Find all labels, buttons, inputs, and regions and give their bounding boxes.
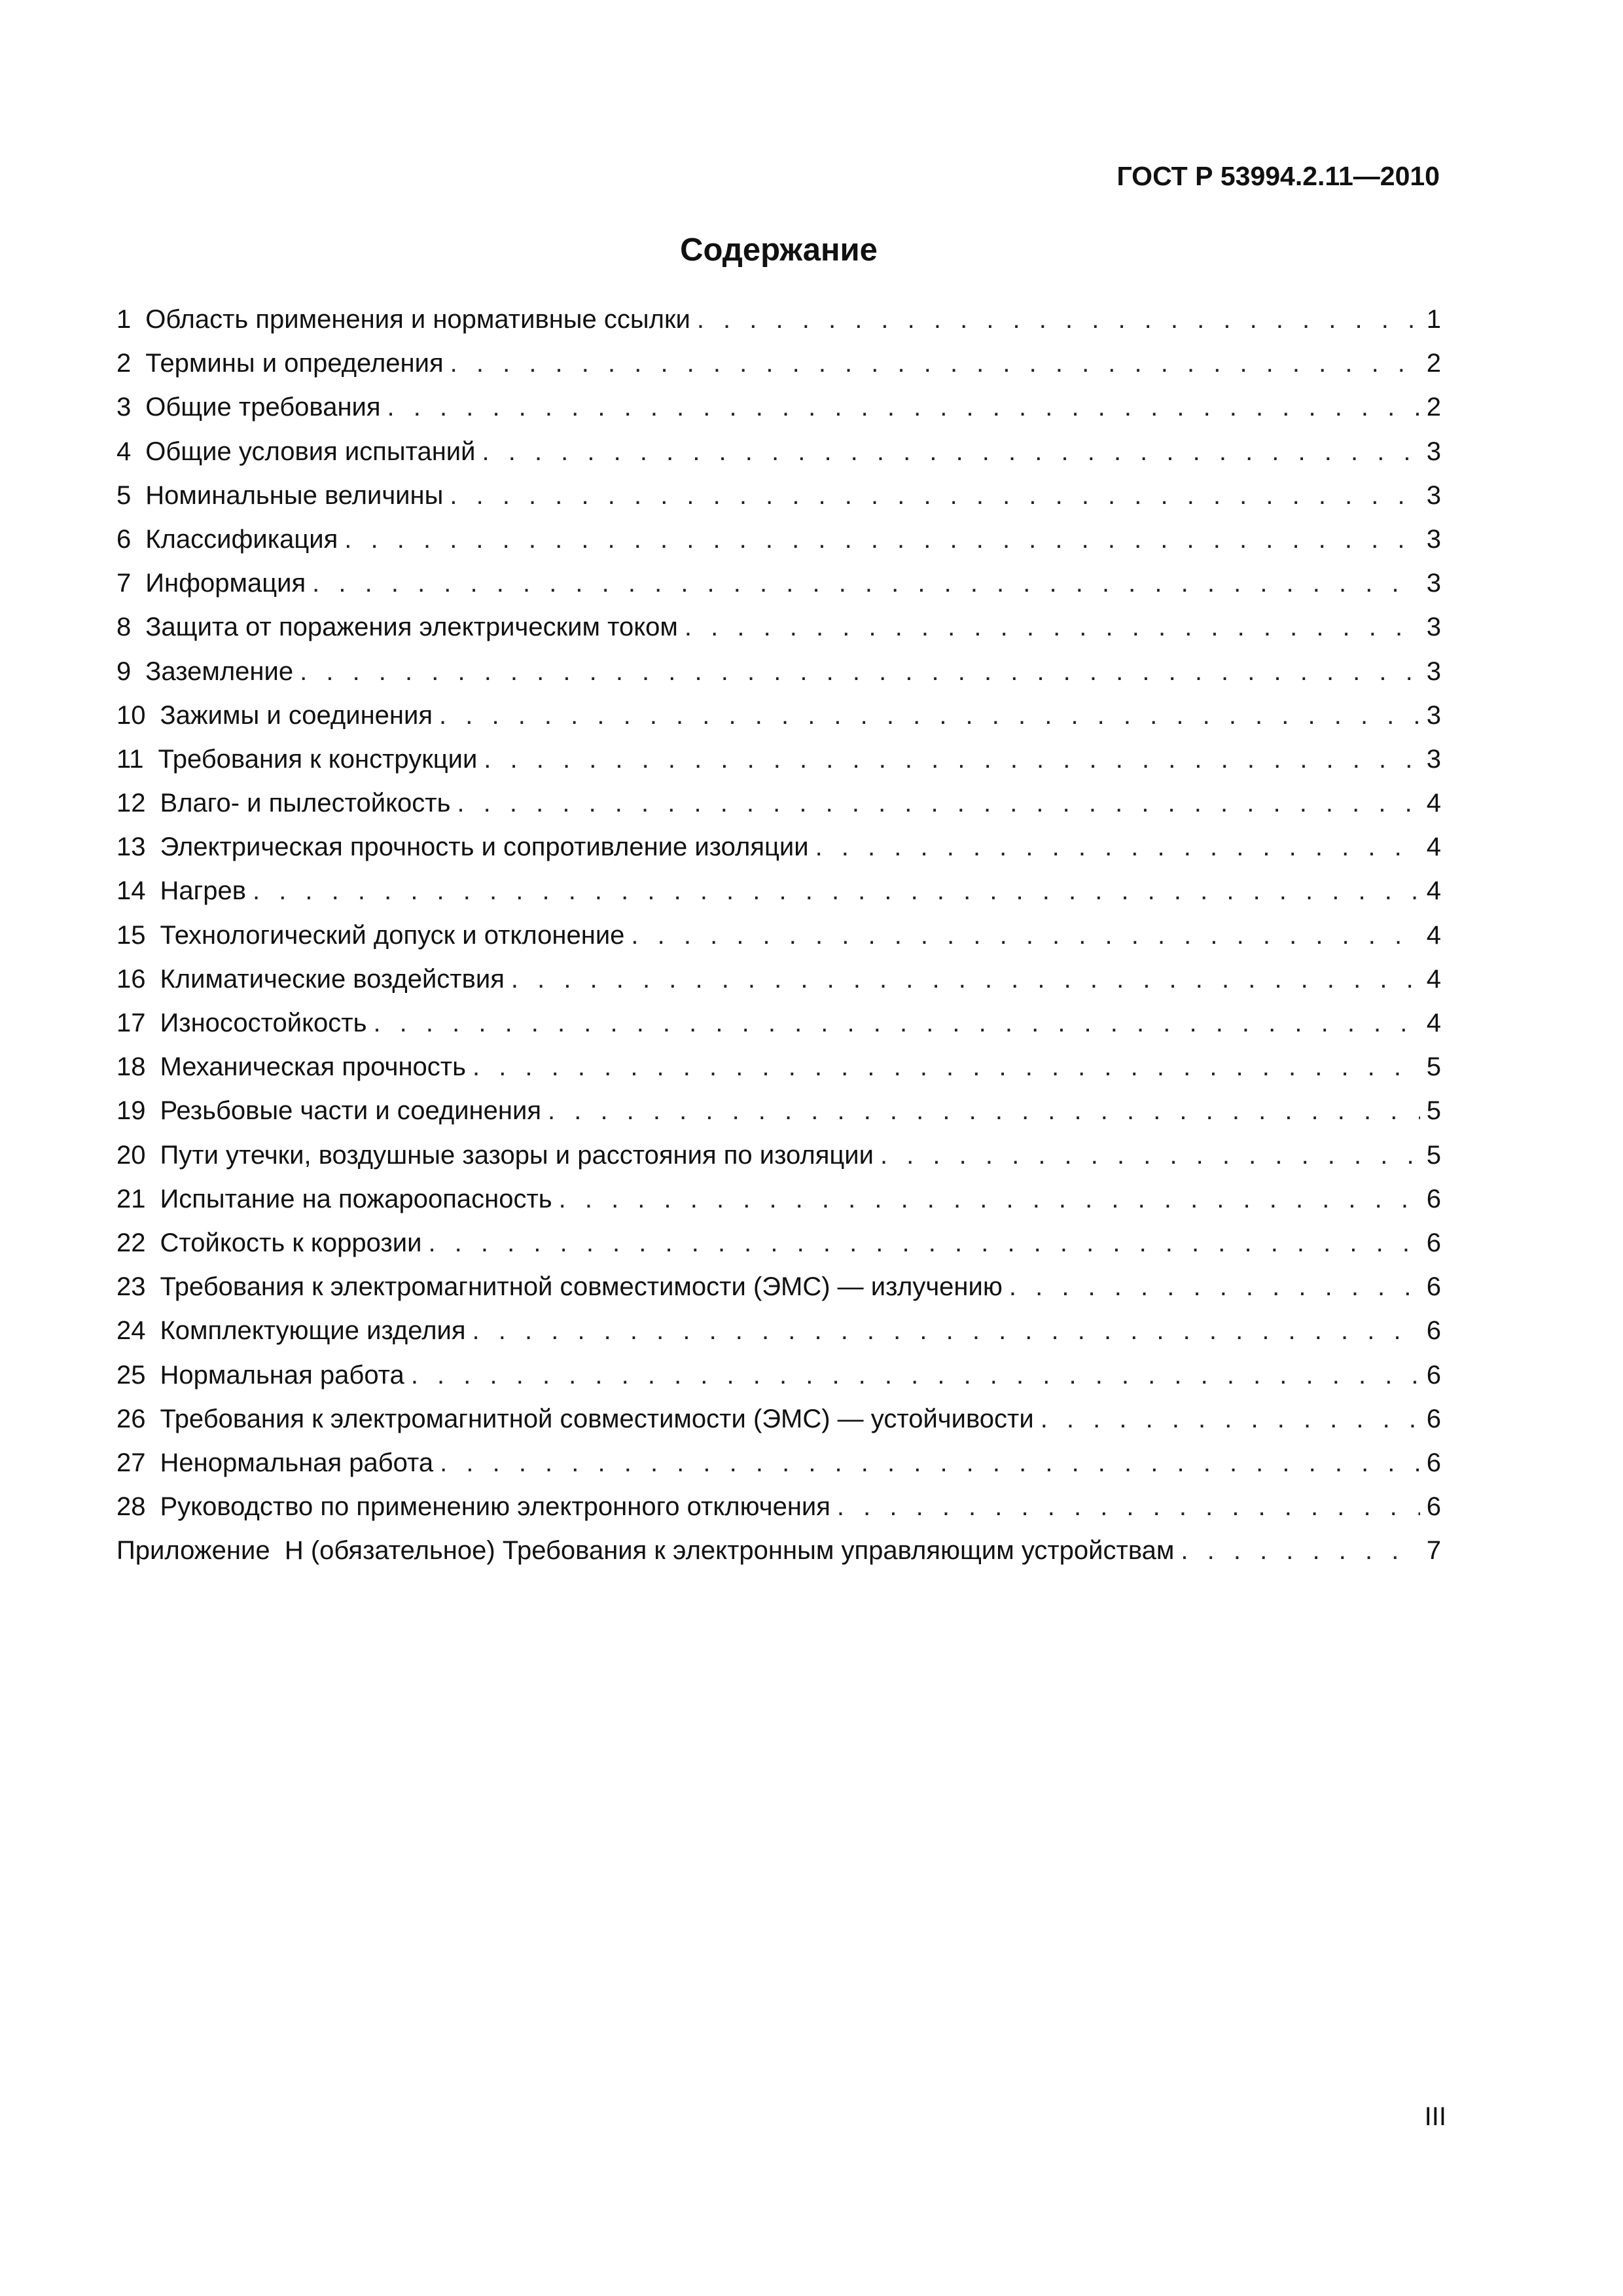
toc-entry-page: 3 — [1426, 569, 1441, 598]
toc-entry — [116, 958, 1441, 1001]
toc-entry-page: 4 — [1426, 1009, 1441, 1037]
toc-entry-title: Номинальные величины — [145, 480, 444, 510]
document-code: ГОСТ Р 53994.2.11—2010 — [1116, 161, 1440, 191]
toc-entry-number: 2 — [116, 349, 132, 378]
toc-entry-page: 5 — [1426, 1052, 1441, 1082]
toc-entry-page: 4 — [1426, 789, 1441, 818]
toc-entry-number: 16 — [116, 964, 146, 994]
toc-entry-title: Комплектующие изделия — [160, 1316, 466, 1346]
toc-entry — [116, 1001, 1441, 1045]
toc-entry — [116, 605, 1441, 649]
toc-entry-page: 7 — [1426, 1536, 1441, 1566]
toc-entry — [116, 1221, 1441, 1265]
toc-entry-title: Требования к электромагнитной совместимости (ЭМС) — устойчивости — [160, 1404, 1034, 1433]
toc-entry — [116, 1354, 1441, 1397]
toc-entry-title: Требования к электромагнитной совместимости (ЭМС) — излучению — [160, 1272, 1003, 1302]
toc-entry-number: 11 — [116, 744, 144, 774]
toc-entry-number: 26 — [116, 1404, 146, 1433]
toc-dot-leader — [1009, 1265, 1420, 1309]
toc-entry-number: 7 — [116, 569, 132, 598]
toc-entry-number: 10 — [116, 700, 146, 730]
toc-dot-leader — [473, 1309, 1420, 1353]
toc-entry-number: 14 — [116, 876, 146, 906]
toc-entry-page: 5 — [1426, 1096, 1441, 1126]
toc-entry-number: 3 — [116, 393, 132, 422]
toc-entry-title: Механическая прочность — [160, 1052, 466, 1082]
toc-dot-leader — [880, 1134, 1420, 1177]
toc-entry-page: 6 — [1426, 1404, 1441, 1433]
toc-entry — [116, 914, 1441, 958]
toc-entry-page: 3 — [1426, 613, 1441, 642]
toc-dot-leader — [631, 914, 1419, 958]
toc-entry — [116, 694, 1441, 738]
toc-entry-title: Электрическая прочность и сопротивление изоляции — [160, 833, 809, 862]
toc-entry — [116, 869, 1441, 913]
toc-entry-page: 6 — [1426, 1360, 1441, 1390]
toc-entry-title: Влаго- и пылестойкость — [160, 789, 451, 818]
toc-dot-leader — [1041, 1397, 1420, 1441]
toc-dot-leader — [450, 342, 1420, 386]
toc-entry-title: Нормальная работа — [160, 1360, 404, 1390]
toc-entry-page: 1 — [1426, 305, 1441, 334]
toc-dot-leader — [387, 386, 1420, 429]
toc-entry-page: 3 — [1426, 700, 1441, 730]
toc-dot-leader — [450, 474, 1419, 518]
toc-entry — [116, 825, 1441, 869]
toc-entry — [116, 1134, 1441, 1177]
toc-entry-page: 3 — [1426, 437, 1441, 466]
toc-entry-page: 3 — [1426, 480, 1441, 510]
page-number: III — [1424, 2102, 1446, 2131]
toc-entry-title: Приложение Н (обязательное) Требования к электронным управляющим устройствам — [116, 1536, 1175, 1566]
toc-entry-number: 1 — [116, 305, 132, 334]
toc-entry — [116, 1089, 1441, 1133]
toc-entry-title: Заземление — [145, 656, 294, 686]
toc-entry-title: Испытание на пожароопасность — [160, 1184, 552, 1213]
toc-entry-number: 12 — [116, 789, 146, 818]
toc-entry — [116, 1045, 1441, 1089]
toc-entry-title: Пути утечки, воздушные зазоры и расстояния по изоляции — [160, 1140, 874, 1170]
toc-entry-page: 6 — [1426, 1492, 1441, 1522]
toc-dot-leader — [428, 1221, 1419, 1265]
toc-entry-page: 6 — [1426, 1184, 1441, 1213]
toc-entry — [116, 342, 1441, 386]
toc-dot-leader — [685, 605, 1420, 649]
toc-entry-number: 4 — [116, 437, 132, 466]
toc-entry-page: 4 — [1426, 876, 1441, 906]
toc-entry-title: Руководство по применению электронного отключения — [160, 1492, 830, 1522]
toc-entry-number: 17 — [116, 1009, 146, 1037]
toc-entry-number: 18 — [116, 1052, 146, 1082]
toc-entry-title: Износостойкость — [160, 1009, 367, 1037]
toc-entry — [116, 1529, 1441, 1573]
toc-dot-leader — [344, 518, 1419, 562]
toc-entry-number: 6 — [116, 524, 132, 554]
toc-dot-leader — [1181, 1529, 1419, 1573]
toc-entry-page: 3 — [1426, 744, 1441, 774]
toc-entry-page: 6 — [1426, 1316, 1441, 1346]
toc-entry — [116, 430, 1441, 474]
table-of-contents — [116, 298, 1441, 1573]
toc-entry-number: 22 — [116, 1228, 146, 1257]
toc-entry — [116, 738, 1441, 781]
toc-entry-number: 24 — [116, 1316, 146, 1346]
toc-dot-leader — [312, 562, 1420, 605]
toc-entry-title: Ненормальная работа — [160, 1448, 434, 1477]
toc-entry — [116, 562, 1441, 605]
toc-entry-number: 19 — [116, 1096, 146, 1126]
toc-entry-page: 6 — [1426, 1272, 1441, 1302]
toc-dot-leader — [482, 430, 1420, 474]
toc-entry-number: 28 — [116, 1492, 146, 1522]
toc-entry — [116, 1177, 1441, 1221]
toc-dot-leader — [511, 958, 1420, 1001]
toc-entry-title: Нагрев — [160, 876, 246, 906]
toc-entry-title: Общие условия испытаний — [145, 437, 476, 466]
toc-entry-number: 25 — [116, 1360, 146, 1390]
toc-entry-page: 2 — [1426, 393, 1441, 422]
toc-dot-leader — [411, 1354, 1420, 1397]
toc-entry-title: Общие требования — [145, 393, 381, 422]
toc-entry — [116, 474, 1441, 518]
toc-entry-title: Резьбовые части и соединения — [160, 1096, 541, 1126]
toc-dot-leader — [484, 738, 1419, 781]
toc-entry-page: 3 — [1426, 524, 1441, 554]
toc-entry-page: 4 — [1426, 920, 1441, 950]
toc-entry-page: 4 — [1426, 964, 1441, 994]
toc-entry — [116, 386, 1441, 429]
toc-entry-title: Область применения и нормативные ссылки — [145, 305, 690, 334]
toc-entry-number: 23 — [116, 1272, 146, 1302]
toc-dot-leader — [559, 1177, 1420, 1221]
toc-entry-number: 8 — [116, 613, 132, 642]
toc-entry — [116, 1309, 1441, 1353]
toc-entry-number: 15 — [116, 920, 146, 950]
toc-title: Содержание — [680, 232, 878, 268]
toc-entry-title: Термины и определения — [145, 349, 444, 378]
toc-dot-leader — [440, 1441, 1420, 1485]
toc-entry-page: 4 — [1426, 833, 1441, 862]
toc-entry-page: 6 — [1426, 1228, 1441, 1257]
toc-entry-number: 27 — [116, 1448, 146, 1477]
toc-entry — [116, 298, 1441, 342]
toc-dot-leader — [473, 1045, 1420, 1089]
toc-entry — [116, 781, 1441, 825]
toc-entry-title: Информация — [145, 569, 306, 598]
toc-entry-page: 5 — [1426, 1140, 1441, 1170]
toc-entry-number: 21 — [116, 1184, 146, 1213]
toc-entry — [116, 518, 1441, 562]
toc-entry-number: 13 — [116, 833, 146, 862]
toc-entry-title: Климатические воздействия — [160, 964, 505, 994]
toc-entry — [116, 1485, 1441, 1529]
toc-entry-number: 5 — [116, 480, 132, 510]
toc-entry-number: 9 — [116, 656, 132, 686]
toc-entry-title: Технологический допуск и отклонение — [160, 920, 625, 950]
toc-entry — [116, 650, 1441, 694]
toc-entry-page: 3 — [1426, 656, 1441, 686]
toc-dot-leader — [439, 694, 1420, 738]
toc-entry-page: 6 — [1426, 1448, 1441, 1477]
toc-entry — [116, 1441, 1441, 1485]
toc-entry-title: Классификация — [145, 524, 338, 554]
toc-dot-leader — [548, 1089, 1420, 1133]
toc-dot-leader — [457, 781, 1419, 825]
toc-entry-title: Требования к конструкции — [158, 744, 478, 774]
toc-dot-leader — [697, 298, 1420, 342]
toc-entry-title: Защита от поражения электрическим током — [145, 613, 678, 642]
toc-dot-leader — [837, 1485, 1420, 1529]
toc-entry — [116, 1265, 1441, 1309]
toc-dot-leader — [815, 825, 1420, 869]
toc-dot-leader — [373, 1001, 1419, 1045]
toc-entry-title: Стойкость к коррозии — [160, 1228, 422, 1257]
toc-entry-title: Зажимы и соединения — [160, 700, 433, 730]
toc-entry-number: 20 — [116, 1140, 146, 1170]
toc-entry-page: 2 — [1426, 349, 1441, 378]
toc-entry — [116, 1397, 1441, 1441]
toc-dot-leader — [253, 869, 1420, 913]
toc-dot-leader — [300, 650, 1420, 694]
